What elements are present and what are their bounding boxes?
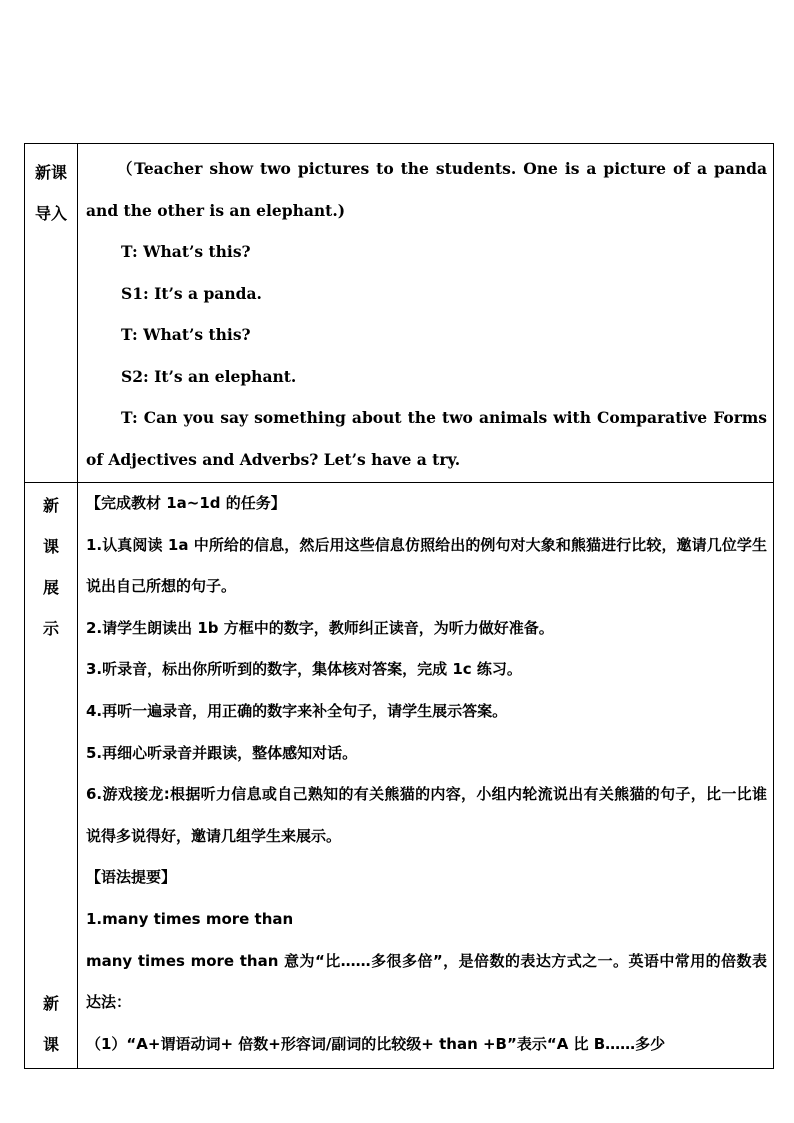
task-item: 6.游戏接龙:根据听力信息或自己熟知的有关熊猫的内容，小组内轮流说出有关熊猫的句子，比一比谁说得多说得好，邀请几组学生来展示。 bbox=[86, 785, 767, 845]
dialogue-line: S1: It’s a panda. bbox=[121, 283, 262, 303]
task-item: 2.请学生朗读出 1b 方框中的数字，教师纠正读音，为听力做好准备。 bbox=[86, 618, 554, 637]
presentation-label-char: 示 bbox=[42, 619, 59, 638]
presentation-label-cell bbox=[25, 483, 78, 1069]
grammar-item: （1）“A+谓语动词+ 倍数+形容词/副词的比较级+ than +B”表示“A 比 B……多少 bbox=[86, 1034, 666, 1053]
grammar-heading: 【语法提要】 bbox=[86, 868, 177, 887]
lesson-presentation-row bbox=[25, 483, 774, 1069]
lesson-plan-table bbox=[24, 143, 774, 1069]
dialogue-line: T: What’s this? bbox=[121, 325, 251, 344]
task-item: 3.听录音，标出你所听到的数字，集体核对答案，完成 1c 练习。 bbox=[86, 660, 522, 679]
next-section-label-char: 课 bbox=[42, 1035, 59, 1054]
task-heading: 【完成教材 1a~1d 的任务】 bbox=[86, 494, 286, 512]
presentation-label-char: 课 bbox=[42, 537, 59, 556]
task-item: 5.再细心听录音并跟读，整体感知对话。 bbox=[86, 743, 358, 762]
dialogue-line: S2: It’s an elephant. bbox=[121, 366, 297, 386]
intro-paragraph: （Teacher show two pictures to the students. One is a picture of a panda and the other is an elephant.) bbox=[86, 159, 767, 220]
dialogue-line: T: What’s this? bbox=[121, 242, 251, 261]
task-item: 1.认真阅读 1a 中所给的信息，然后用这些信息仿照给出的例句对大象和熊猫进行比较，邀请几位学生说出自己所想的句子。 bbox=[86, 535, 767, 596]
intro-label-line2: 导入 bbox=[34, 204, 67, 223]
presentation-label-char: 新 bbox=[42, 496, 59, 515]
presentation-content-cell bbox=[78, 483, 774, 1069]
intro-label-cell bbox=[25, 144, 78, 483]
next-section-label-char: 新 bbox=[42, 994, 59, 1013]
intro-content-cell bbox=[78, 144, 774, 483]
presentation-label-char: 展 bbox=[42, 578, 59, 597]
intro-label-line1: 新课 bbox=[34, 163, 67, 182]
grammar-description: many times more than 意为“比……多很多倍”，是倍数的表达方式之一。英语中常用的倍数表达法： bbox=[86, 951, 767, 1012]
dialogue-line: T: Can you say something about the two animals with Comparative Forms of Adjectives and Adverbs? Let’s have a try. bbox=[86, 408, 767, 469]
task-item: 4.再听一遍录音，用正确的数字来补全句子，请学生展示答案。 bbox=[86, 701, 508, 720]
grammar-title: 1.many times more than bbox=[86, 909, 294, 928]
lesson-intro-row bbox=[25, 144, 774, 483]
